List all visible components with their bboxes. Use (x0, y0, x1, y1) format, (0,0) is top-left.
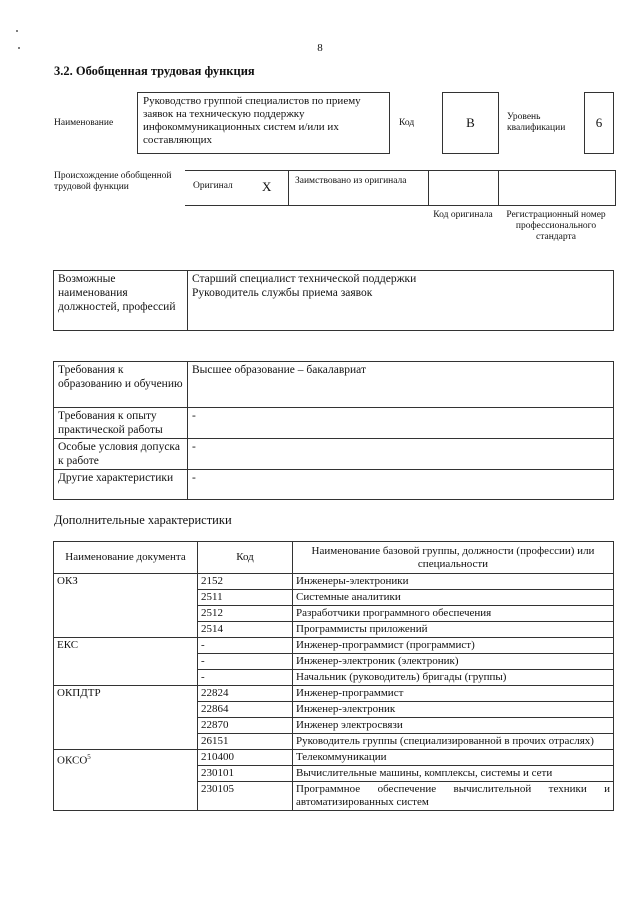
code-cell: 2511 (198, 590, 293, 606)
doc-cell (54, 750, 198, 811)
name-cell: Системные аналитики (293, 590, 614, 606)
header-name: Наименование базовой группы, должности (профессии) или специальности (293, 542, 614, 574)
code-cell: 26151 (198, 734, 293, 750)
requirements-table (53, 361, 614, 500)
doc-cell (54, 638, 198, 686)
code-cell: 2152 (198, 574, 293, 590)
req-label: Требования к опыту практической работы (54, 408, 188, 439)
additional-title: Дополнительные характеристики (54, 513, 232, 527)
code-cell: 230105 (198, 782, 293, 811)
code-value: B (442, 92, 499, 154)
code-cell: 2514 (198, 622, 293, 638)
name-cell: Инженеры-электроники (293, 574, 614, 590)
borrowed-label: Заимствовано из оригинала (295, 176, 407, 186)
position-item: Руководитель службы приема заявок (192, 287, 373, 299)
req-label: Другие характеристики (54, 470, 188, 500)
code-cell: 22870 (198, 718, 293, 734)
code-cell: 230101 (198, 766, 293, 782)
name-cell: Программное обеспечение вычислительной техники и автоматизированных систем (293, 782, 614, 811)
name-cell: Разработчики программного обеспечения (293, 606, 614, 622)
name-cell: Инженер-программист (программист) (293, 638, 614, 654)
req-label: Требования к образованию и обучению (54, 362, 188, 408)
positions-label: Возможные наименования должностей, профессий (54, 271, 188, 331)
req-label: Особые условия допуска к работе (54, 439, 188, 470)
positions-values (188, 271, 614, 331)
header-doc: Наименование документа (54, 542, 198, 574)
name-cell: Руководитель группы (специализированной в прочих отраслях) (293, 734, 614, 750)
level-value: 6 (584, 92, 614, 154)
name-label: Наименование (54, 118, 114, 128)
name-cell: Инженер-программист (293, 686, 614, 702)
function-name-value: Руководство группой специалистов по приему заявок на техническую поддержку инфокоммуникационных систем и/или их составляющих (143, 95, 361, 146)
name-cell: Начальник (руководитель) бригады (группы) (293, 670, 614, 686)
footnote-marker: 5 (87, 753, 91, 761)
original-label: Оригинал (193, 181, 233, 191)
function-name-box (137, 92, 390, 154)
req-value: Высшее образование – бакалавриат (188, 362, 614, 408)
code-cell: - (198, 670, 293, 686)
name-cell: Инженер-электроник (293, 702, 614, 718)
position-item: Старший специалист технической поддержки (192, 273, 417, 285)
name-cell: Программисты приложений (293, 622, 614, 638)
name-cell: Инженер электросвязи (293, 718, 614, 734)
level-label: Уровень квалификации (507, 112, 566, 133)
reg-number-label: Регистрационный номер профессионального стандарта (506, 210, 606, 242)
code-cell: 2512 (198, 606, 293, 622)
code-cell: 22824 (198, 686, 293, 702)
req-value: - (188, 470, 614, 500)
name-cell: Инженер-электроник (электроник) (293, 654, 614, 670)
req-value: - (188, 439, 614, 470)
doc-name: ОКСО (57, 754, 88, 767)
code-cell: - (198, 654, 293, 670)
code-cell: 22864 (198, 702, 293, 718)
name-cell: Телекоммуникации (293, 750, 614, 766)
code-cell: 210400 (198, 750, 293, 766)
doc-cell (54, 686, 198, 750)
section-heading: 3.2. Обобщенная трудовая функция (54, 64, 255, 78)
doc-name: ОКЗ (57, 575, 78, 587)
name-cell: Вычислительные машины, комплексы, системы и сети (293, 766, 614, 782)
page-number: 8 (317, 42, 323, 54)
doc-name: ОКПДТР (57, 687, 101, 699)
origin-label: Происхождение обобщенной трудовой функции (54, 171, 172, 192)
doc-name: ЕКС (57, 639, 79, 651)
additional-table (53, 541, 614, 811)
header-code: Код (198, 542, 293, 574)
original-mark: X (262, 179, 272, 194)
code-label: Код (399, 118, 415, 128)
code-cell: - (198, 638, 293, 654)
doc-cell (54, 574, 198, 638)
code-original-label: Код оригинала (433, 210, 493, 220)
positions-table (53, 270, 614, 331)
req-value: - (188, 408, 614, 439)
